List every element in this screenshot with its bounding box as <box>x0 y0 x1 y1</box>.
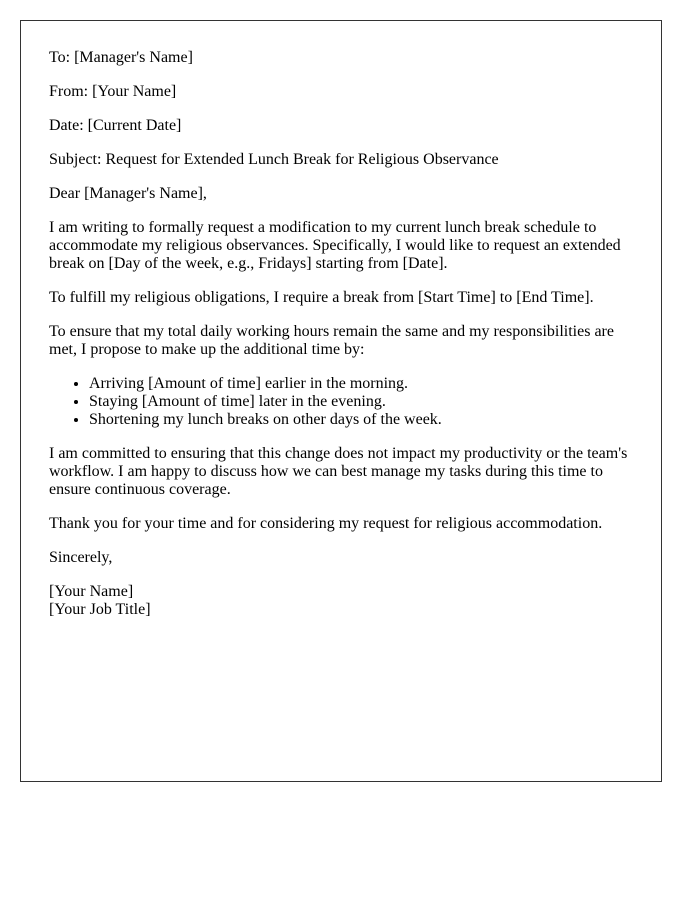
make-up-time-list <box>49 375 633 429</box>
body-paragraph-request: I am writing to formally request a modification to my current lunch break schedule to accommodate my religious observances. Specifically, I would like to request an extended break on [Day of the week, e.g., Fridays] starting from [Date]. <box>49 219 621 272</box>
signature-name: [Your Name] <box>49 583 134 600</box>
body-paragraph-commitment: I am committed to ensuring that this change does not impact my productivity or the team's workflow. I am happy to discuss how we can best manage my tasks during this time to ensure continuous coverage. <box>49 445 628 498</box>
salutation: Dear [Manager's Name], <box>49 185 207 202</box>
header-from: From: [Your Name] <box>49 83 177 100</box>
body-paragraph-thanks: Thank you for your time and for considering my request for religious accommodation. <box>49 515 603 532</box>
list-item: • Shortening my lunch breaks on other days of the week. <box>89 411 633 429</box>
signature-block <box>49 583 633 619</box>
list-item: • Staying [Amount of time] later in the evening. <box>89 393 633 411</box>
header-subject: Subject: Request for Extended Lunch Break for Religious Observance <box>49 151 499 168</box>
sign-off: Sincerely, <box>49 549 113 566</box>
signature-job-title: [Your Job Title] <box>49 601 151 618</box>
body-paragraph-obligations: To fulfill my religious obligations, I require a break from [Start Time] to [End Time]. <box>49 289 594 306</box>
list-item: • Arriving [Amount of time] earlier in the morning. <box>89 375 633 393</box>
header-date: Date: [Current Date] <box>49 117 182 134</box>
body-paragraph-make-up-time: To ensure that my total daily working hours remain the same and my responsibilities are met, I propose to make up the additional time by: <box>49 323 614 358</box>
header-to: To: [Manager's Name] <box>49 49 193 66</box>
letter-document <box>20 20 662 782</box>
